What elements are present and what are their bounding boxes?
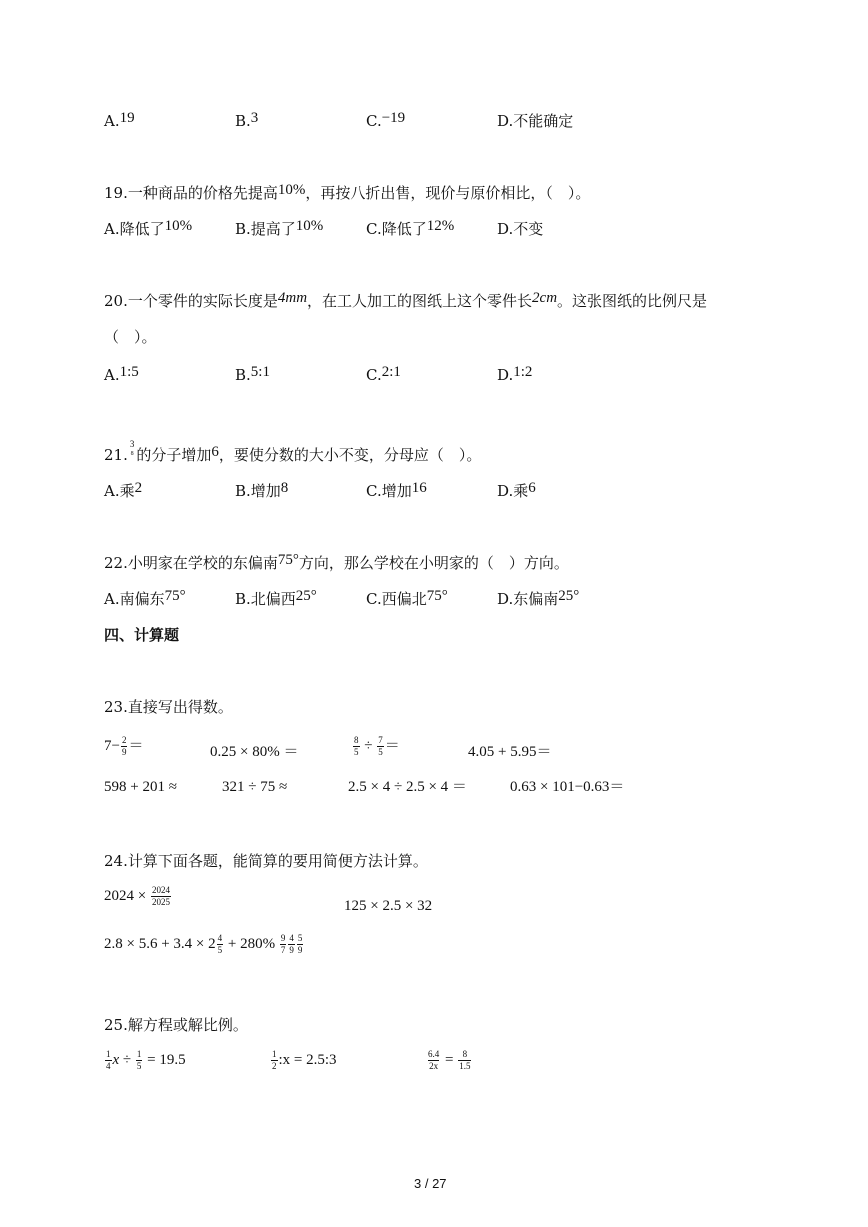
q18-option-d: D.不能确定 <box>497 112 574 130</box>
q20-option-a: A.1:5 <box>104 364 139 384</box>
q22-option-a: A.南偏东75° <box>104 588 186 608</box>
q24-stem: 24.计算下面各题，能简算的要用简便方法计算。 <box>104 852 428 870</box>
q24-expr-3: 2.8 × 5.6 + 3.4 × 2 $\frac{4}{5}$ + 280% $\frac{9}{7}$ $\frac{4}{9}$ $\frac{5}{9}$ <box>104 933 303 955</box>
q23-expr-4: 4.05 + 5.95＝ <box>468 744 552 760</box>
q19-option-d: D.不变 <box>497 220 544 238</box>
q20-stem-line2: （ ）。 <box>104 328 157 346</box>
q22-option-d: D.东偏南25° <box>497 588 580 608</box>
q20-stem: 20.一个零件的实际长度是4mm，在工人加工的图纸上这个零件长2cm。这张图纸的比例尺是 <box>104 290 708 310</box>
q25-stem: 25.解方程或解比例。 <box>104 1016 248 1034</box>
q23-stem: 23.直接写出得数。 <box>104 698 233 716</box>
q23-expr-2: 0.25 × 80% ＝ <box>210 744 299 760</box>
q18-option-a: A.19 <box>104 110 135 130</box>
q24-expr-1: 2024 × $\frac{2024}{2025}$ <box>104 885 170 907</box>
q22-option-c: C.西偏北75° <box>366 588 448 608</box>
q21-fraction: 3 8 <box>129 438 135 457</box>
q23-expr-3: $\frac{8}{5}$ ÷ $\frac{7}{5}$ ＝ <box>354 735 400 757</box>
section-heading: 四、计算题 <box>104 626 180 644</box>
q20-option-c: C.2:1 <box>366 364 401 384</box>
q19-option-c: C.降低了12% <box>366 218 455 238</box>
q19-stem: 19.一种商品的价格先提高10%，再按八折出售，现价与原价相比，（ ）。 <box>104 182 591 202</box>
q22-option-b: B.北偏西25° <box>235 588 317 608</box>
q20-option-d: D.1:2 <box>497 364 533 384</box>
page-number: 3 / 27 <box>414 1176 447 1191</box>
q21-option-a: A.乘2 <box>104 480 143 500</box>
q18-option-c: C.−19 <box>366 110 406 130</box>
q23-expr-1: 7− $\frac{2}{9}$ ＝ <box>104 735 144 757</box>
q19-option-b: B.提高了10% <box>235 218 324 238</box>
q21-option-d: D.乘6 <box>497 480 536 500</box>
q25-expr-2: $\frac{1}{2}$ :x = 2.5:3 <box>272 1049 337 1071</box>
q23-expr-6: 321 ÷ 75 ≈ <box>222 779 288 795</box>
q23-expr-7: 2.5 × 4 ÷ 2.5 × 4 ＝ <box>348 779 467 795</box>
q21-option-c: C.增加16 <box>366 480 427 500</box>
q21-option-b: B.增加8 <box>235 480 289 500</box>
q18-option-b: B.3 <box>235 110 259 130</box>
q20-option-b: B.5:1 <box>235 364 270 384</box>
q19-option-a: A.降低了10% <box>104 218 193 238</box>
q24-expr-2: 125 × 2.5 × 32 <box>344 898 433 914</box>
q22-stem: 22.小明家在学校的东偏南75°方向，那么学校在小明家的（ ）方向。 <box>104 552 569 572</box>
q23-expr-5: 598 + 201 ≈ <box>104 779 177 795</box>
q25-expr-3: $\frac{6.4}{2x}$ = $\frac{8}{1.5}$ <box>428 1049 471 1071</box>
q23-expr-8: 0.63 × 101−0.63＝ <box>510 779 625 795</box>
q21-stem: 21. 3 8 的分子增加6，要使分数的大小不变，分母应（ ）。 <box>104 438 482 464</box>
q25-expr-1: $\frac{1}{4}$ x ÷ $\frac{1}{5}$ = 19.5 <box>106 1049 186 1071</box>
